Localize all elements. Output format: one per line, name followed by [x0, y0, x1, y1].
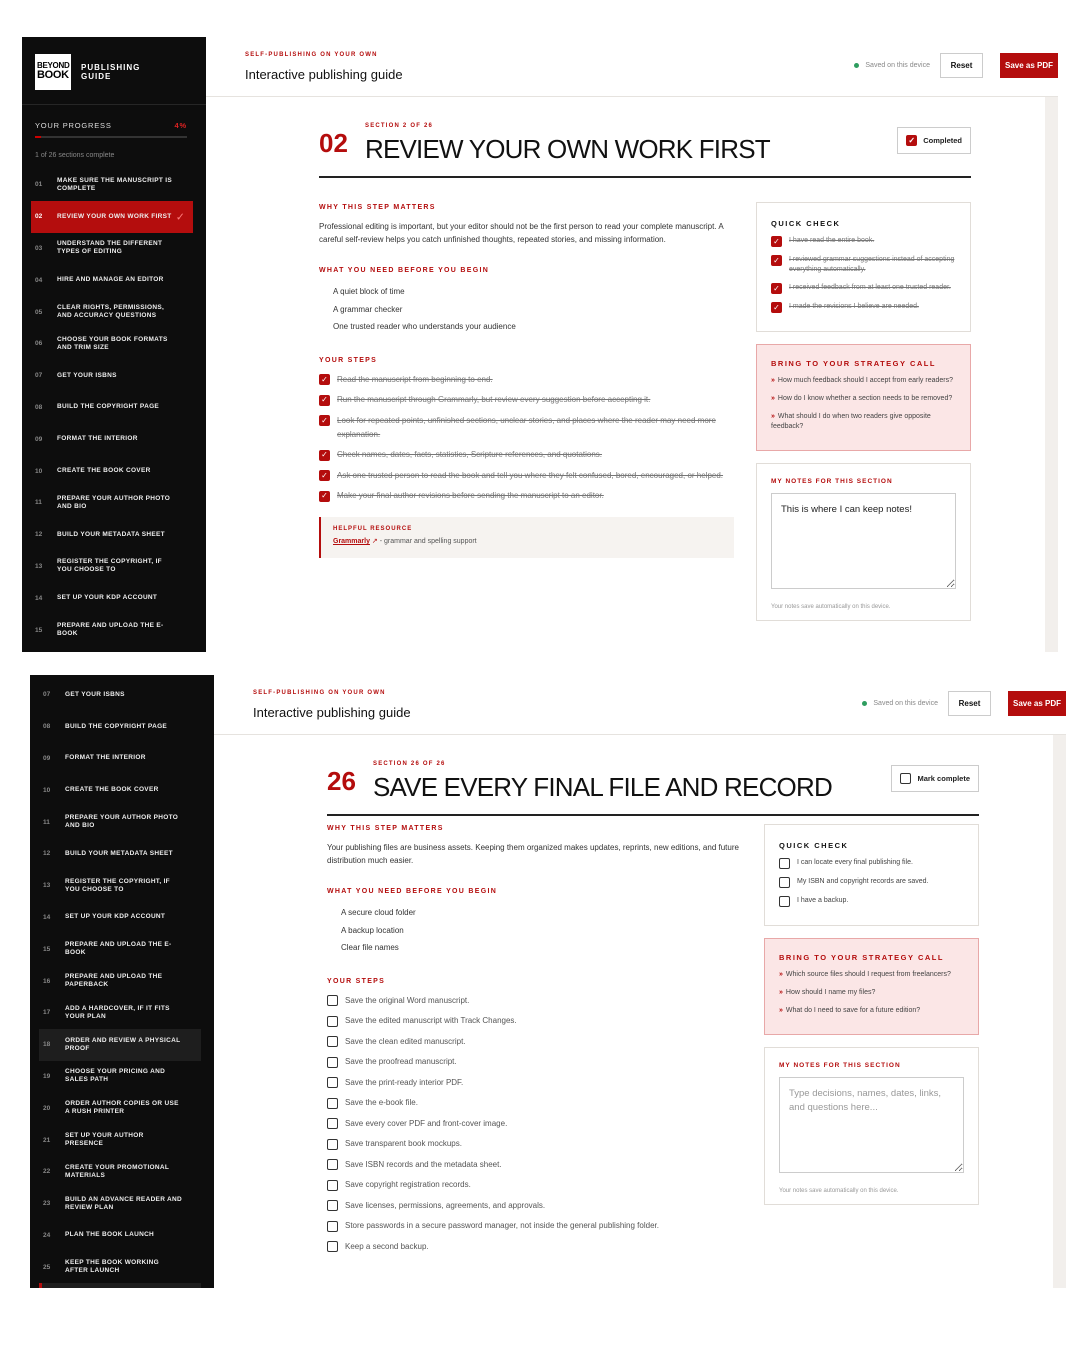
question-text: What should I do when two readers give opposite feedback? [771, 413, 931, 430]
nav-label: REGISTER THE COPYRIGHT, IF YOU CHOOSE TO [65, 877, 170, 893]
nav-number: 02 [35, 213, 43, 221]
sidebar-item-01[interactable] [31, 169, 193, 201]
quick-check-text: My ISBN and copyright records are saved. [797, 878, 929, 885]
question-text: How should I name my files? [785, 989, 876, 996]
sidebar-item-16[interactable] [31, 646, 193, 652]
nav-number: 04 [35, 276, 43, 284]
bullet-icon: » [771, 413, 775, 420]
resource-heading: HELPFUL RESOURCE [333, 526, 413, 532]
nav-label: CHOOSE YOUR BOOK FORMATS AND TRIM SIZE [57, 335, 168, 351]
why-text: Professional editing is important, but your editor should not be the first person to read your complete manuscript. A careful self-review helps you catch unfinished thoughts, repeated stories, and missing information. [319, 222, 724, 244]
step-item[interactable] [327, 1076, 742, 1090]
step-item[interactable] [319, 373, 734, 387]
step-text: Save ISBN records and the metadata sheet. [345, 1159, 502, 1169]
external-link-icon: ↗ [371, 538, 378, 545]
sidebar-item-10[interactable] [31, 455, 193, 487]
nav-label: PREPARE AND UPLOAD THE E-BOOK [57, 622, 164, 638]
progress-summary: 1 of 26 sections complete [35, 152, 115, 159]
progress-label: YOUR PROGRESS [35, 121, 112, 130]
brand[interactable] [22, 37, 206, 105]
strategy-call-list [779, 970, 964, 1016]
nav-number: 13 [35, 562, 43, 570]
step-item[interactable] [319, 414, 734, 442]
reset-button[interactable]: Reset [940, 53, 983, 78]
nav-label: BUILD AN ADVANCE READER AND REVIEW PLAN [65, 1195, 183, 1211]
nav-number: 01 [35, 181, 43, 189]
section-counter: SECTION 2 OF 26 [365, 123, 434, 129]
checkbox-checked-icon[interactable]: ✓ [319, 374, 330, 385]
checkbox-empty-icon [900, 773, 911, 784]
step-text: Check names, dates, facts, statistics, Scripture references, and quotations. [337, 450, 603, 459]
nav-number: 14 [43, 913, 51, 921]
nav-label: CREATE THE BOOK COVER [57, 467, 151, 475]
sidebar-item-11[interactable] [39, 806, 201, 838]
quick-check-text: I have read the entire book. [789, 237, 875, 244]
need-item: A backup location [341, 925, 404, 935]
progress-bar [35, 136, 187, 138]
nav-number: 18 [43, 1041, 51, 1049]
checkbox-empty-icon[interactable] [327, 1118, 338, 1129]
quick-check-item[interactable] [771, 302, 956, 313]
section-number: 02 [319, 128, 348, 158]
step-item[interactable] [327, 1178, 742, 1192]
step-item[interactable] [319, 489, 734, 503]
notes-footnote: Your notes save automatically on this device. [779, 1188, 899, 1194]
nav-number: 20 [43, 1104, 51, 1112]
strategy-question [779, 1006, 964, 1016]
checkbox-empty-icon[interactable] [327, 1221, 338, 1232]
section-content [206, 97, 1045, 652]
strategy-question [771, 394, 956, 404]
nav-label: PREPARE YOUR AUTHOR PHOTO AND BIO [57, 494, 171, 510]
nav-number: 07 [35, 372, 43, 380]
nav-number: 09 [43, 754, 51, 762]
topbar [206, 37, 1058, 97]
checkbox-checked-icon[interactable]: ✓ [319, 491, 330, 502]
quick-check-item[interactable] [779, 896, 964, 907]
quick-check-text: I reviewed grammar suggestions instead of accepting everything automatically. [789, 256, 955, 273]
step-text: Make your final author revisions before sending the manuscript to an editor. [337, 491, 604, 500]
topbar [214, 675, 1066, 735]
checkbox-checked-icon[interactable]: ✓ [771, 302, 782, 313]
bullet-icon: » [779, 1007, 783, 1014]
sidebar-item-07[interactable] [39, 679, 201, 711]
saved-dot-icon [862, 701, 867, 706]
nav-number: 12 [35, 531, 43, 539]
nav-label: HIRE AND MANAGE AN EDITOR [57, 276, 164, 284]
quick-check-list [771, 236, 956, 313]
step-text: Run the manuscript through Grammarly, but review every suggestion before accepting it. [337, 395, 651, 404]
sidebar [30, 675, 214, 1288]
checkbox-empty-icon[interactable] [327, 1036, 338, 1047]
sidebar-item-05[interactable] [31, 296, 193, 328]
nav-label: SET UP YOUR AUTHOR PRESENCE [65, 1132, 144, 1148]
nav-label: CREATE THE BOOK COVER [65, 786, 159, 794]
bullet-icon: » [771, 377, 775, 384]
resource-description: - grammar and spelling support [379, 538, 477, 545]
strategy-call-heading: BRING TO YOUR STRATEGY CALL [771, 359, 936, 368]
nav-number: 06 [35, 340, 43, 348]
sidebar-item-20[interactable] [39, 1092, 201, 1124]
checkbox-empty-icon[interactable] [327, 1241, 338, 1252]
reset-button[interactable]: Reset [948, 691, 991, 716]
section-nav [30, 679, 214, 1288]
nav-label: REVIEW YOUR OWN WORK FIRST [57, 212, 172, 220]
check-icon: ✓ [175, 211, 185, 224]
section-body [327, 825, 742, 1260]
brand-logo: BEYOND BOOK [35, 54, 71, 90]
nav-number: 08 [43, 723, 51, 731]
saved-dot-icon [854, 63, 859, 68]
notes-textarea[interactable] [771, 493, 956, 589]
nav-label: KEEP THE BOOK WORKING AFTER LAUNCH [65, 1259, 159, 1275]
checkbox-empty-icon[interactable] [779, 896, 790, 907]
nav-number: 25 [43, 1263, 51, 1271]
need-item: A grammar checker [333, 304, 403, 314]
needs-heading: WHAT YOU NEED BEFORE YOU BEGIN [319, 267, 490, 274]
nav-label: ADD A HARDCOVER, IF IT FITS YOUR PLAN [65, 1004, 170, 1020]
step-item[interactable] [327, 1035, 742, 1049]
quick-check-item[interactable] [771, 236, 956, 247]
needs-list [319, 283, 734, 336]
section-header [319, 123, 971, 178]
step-item[interactable] [327, 1117, 742, 1131]
strategy-call-list [771, 376, 956, 432]
needs-list [327, 904, 742, 957]
quick-check-heading: QUICK CHECK [771, 219, 841, 228]
nav-number: 16 [43, 977, 51, 985]
nav-number: 10 [35, 467, 43, 475]
step-item[interactable] [327, 1137, 742, 1151]
nav-number: 07 [43, 691, 51, 699]
save-pdf-button[interactable]: Save as PDF [1000, 53, 1058, 78]
section-body [319, 204, 734, 558]
nav-label: BUILD THE COPYRIGHT PAGE [65, 722, 168, 730]
progress-fill [35, 136, 41, 138]
bullet-icon: » [779, 989, 783, 996]
nav-number: 11 [43, 818, 50, 826]
app-title: Interactive publishing guide [253, 705, 411, 720]
app-kicker: SELF-PUBLISHING ON YOUR OWN [245, 52, 378, 58]
sidebar-item-19[interactable] [39, 1061, 201, 1093]
app-kicker: SELF-PUBLISHING ON YOUR OWN [253, 690, 386, 696]
quick-check-item[interactable] [771, 255, 956, 275]
question-text: Which source files should I request from freelancers? [785, 971, 951, 978]
strategy-call-heading: BRING TO YOUR STRATEGY CALL [779, 953, 944, 962]
section-sidebar [764, 824, 979, 1217]
step-text: Save licenses, permissions, agreements, and approvals. [345, 1200, 546, 1210]
nav-label: PLAN THE BOOK LAUNCH [65, 1231, 155, 1239]
checkbox-empty-icon[interactable] [327, 1139, 338, 1150]
checkbox-empty-icon[interactable] [327, 1057, 338, 1068]
checkbox-checked-icon[interactable]: ✓ [319, 395, 330, 406]
need-item: A secure cloud folder [341, 908, 416, 917]
nav-label: PREPARE AND UPLOAD THE PAPERBACK [65, 973, 163, 989]
section-header [327, 761, 979, 816]
step-item[interactable] [327, 994, 742, 1008]
sidebar-item-17[interactable] [39, 997, 201, 1029]
step-item[interactable] [327, 1014, 742, 1028]
step-text: Look for repeated points, unfinished sections, unclear stories, and places where the reader may need more explanation. [337, 415, 716, 439]
need-item: One trusted reader who understands your audience [333, 322, 516, 331]
step-item[interactable] [327, 1240, 742, 1254]
quick-check-list [779, 858, 964, 907]
quick-check-item[interactable] [779, 877, 964, 888]
nav-label: BUILD YOUR METADATA SHEET [57, 530, 165, 538]
sidebar-item-08[interactable] [39, 711, 201, 743]
sidebar-item-21[interactable] [39, 1124, 201, 1156]
notes-footnote: Your notes save automatically on this device. [771, 604, 891, 610]
step-text: Save the print-ready interior PDF. [345, 1077, 464, 1087]
steps-heading: YOUR STEPS [319, 356, 378, 364]
nav-label: REGISTER THE COPYRIGHT, IF YOU CHOOSE TO [57, 558, 162, 574]
sidebar-item-04[interactable] [31, 264, 193, 296]
section-sidebar [756, 202, 971, 633]
sidebar-item-23[interactable] [39, 1188, 201, 1220]
checkbox-empty-icon[interactable] [327, 1077, 338, 1088]
sidebar-item-16[interactable] [39, 965, 201, 997]
brand-name: PUBLISHING GUIDE [81, 62, 141, 81]
checkbox-empty-icon[interactable] [327, 1200, 338, 1211]
nav-number: 23 [43, 1200, 51, 1208]
sidebar-item-08[interactable] [31, 392, 193, 424]
save-pdf-button[interactable]: Save as PDF [1008, 691, 1066, 716]
sidebar-item-18[interactable] [39, 1029, 201, 1061]
sidebar-item-02[interactable] [31, 201, 193, 233]
question-text: How do I know whether a section needs to be removed? [777, 395, 953, 402]
sidebar-item-12[interactable] [31, 519, 193, 551]
progress-header [22, 105, 206, 130]
nav-label: BUILD THE COPYRIGHT PAGE [57, 403, 160, 411]
nav-number: 12 [43, 850, 51, 858]
checkbox-empty-icon[interactable] [327, 1098, 338, 1109]
step-text: Store passwords in a secure password manager, not inside the general publishing folder. [345, 1221, 659, 1230]
strategy-question [779, 970, 964, 980]
completed-toggle[interactable]: ✓ Completed [897, 127, 971, 154]
section-content [214, 735, 1053, 1288]
why-heading: WHY THIS STEP MATTERS [327, 825, 444, 832]
sidebar-item-11[interactable] [31, 487, 193, 519]
strategy-call-card [764, 938, 979, 1035]
checkbox-checked-icon[interactable]: ✓ [319, 450, 330, 461]
notes-heading: MY NOTES FOR THIS SECTION [771, 478, 893, 485]
quick-check-item[interactable] [779, 858, 964, 869]
step-item[interactable] [327, 1219, 742, 1233]
grammarly-link[interactable]: Grammarly [333, 538, 370, 545]
section-title: REVIEW YOUR OWN WORK FIRST [365, 134, 770, 164]
sidebar-item-03[interactable] [31, 233, 193, 265]
step-item[interactable] [319, 448, 734, 462]
bullet-icon: » [771, 395, 775, 402]
need-item: A quiet block of time [333, 287, 405, 296]
nav-label: ORDER AND REVIEW A PHYSICAL PROOF [65, 1036, 181, 1052]
nav-number: 11 [35, 499, 42, 507]
sidebar-item-24[interactable] [39, 1220, 201, 1252]
sidebar-item-15[interactable] [31, 614, 193, 646]
nav-label: CLEAR RIGHTS, PERMISSIONS, AND ACCURACY QUESTIONS [57, 304, 165, 320]
sidebar-item-06[interactable] [31, 328, 193, 360]
nav-number: 05 [35, 308, 43, 316]
checkbox-empty-icon[interactable] [327, 1159, 338, 1170]
nav-label: PREPARE AND UPLOAD THE E-BOOK [65, 941, 172, 957]
quick-check-text: I have a backup. [797, 897, 849, 904]
sidebar-item-13[interactable] [31, 551, 193, 583]
checkbox-checked-icon[interactable]: ✓ [319, 415, 330, 426]
quick-check-card [756, 202, 971, 332]
section-counter: SECTION 26 OF 26 [373, 761, 446, 767]
checkbox-checked-icon: ✓ [906, 135, 917, 146]
nav-number: 03 [35, 244, 43, 252]
quick-check-item[interactable] [771, 283, 956, 294]
sidebar-item-25[interactable] [39, 1251, 201, 1283]
checkbox-checked-icon[interactable]: ✓ [771, 236, 782, 247]
nav-label: BUILD YOUR METADATA SHEET [65, 849, 173, 857]
nav-number: 10 [43, 786, 51, 794]
nav-label: UNDERSTAND THE DIFFERENT TYPES OF EDITING [57, 240, 163, 256]
mark-complete-toggle[interactable]: Mark complete [891, 765, 979, 792]
notes-card [756, 463, 971, 621]
question-text: How much feedback should I accept from early readers? [777, 377, 953, 384]
checkbox-empty-icon[interactable] [327, 1016, 338, 1027]
save-status: Saved on this device [862, 700, 938, 707]
screenshot-section-2 [22, 37, 1058, 652]
section-nav [22, 169, 206, 652]
nav-label: CREATE YOUR PROMOTIONAL MATERIALS [65, 1163, 170, 1179]
nav-label: PREPARE YOUR AUTHOR PHOTO AND BIO [65, 814, 179, 830]
sidebar-item-12[interactable] [39, 838, 201, 870]
nav-number: 08 [35, 403, 43, 411]
step-item[interactable] [319, 393, 734, 407]
sidebar-item-26[interactable] [39, 1283, 201, 1288]
save-status: Saved on this device [854, 62, 930, 69]
sidebar-item-13[interactable] [39, 870, 201, 902]
sidebar-item-10[interactable] [39, 774, 201, 806]
nav-number: 15 [43, 945, 51, 953]
checkbox-empty-icon[interactable] [779, 858, 790, 869]
notes-textarea[interactable] [779, 1077, 964, 1173]
sidebar-item-09[interactable] [31, 423, 193, 455]
notes-heading: MY NOTES FOR THIS SECTION [779, 1062, 901, 1069]
checkbox-empty-icon[interactable] [327, 1180, 338, 1191]
nav-number: 22 [43, 1168, 51, 1176]
notes-card [764, 1047, 979, 1205]
nav-number: 19 [43, 1072, 51, 1080]
nav-label: SET UP YOUR KDP ACCOUNT [65, 913, 166, 921]
nav-number: 21 [43, 1136, 51, 1144]
checkbox-checked-icon[interactable]: ✓ [319, 470, 330, 481]
steps-list [319, 373, 734, 504]
strategy-question [771, 412, 956, 432]
step-item[interactable] [327, 1158, 742, 1172]
nav-label: GET YOUR ISBNS [65, 690, 125, 698]
step-item[interactable] [319, 469, 734, 483]
app-title: Interactive publishing guide [245, 67, 403, 82]
nav-label: ORDER AUTHOR COPIES OR USE A RUSH PRINTER [65, 1100, 179, 1116]
steps-heading: YOUR STEPS [327, 977, 386, 985]
step-text: Save transparent book mockups. [345, 1139, 462, 1148]
step-item[interactable] [327, 1199, 742, 1213]
nav-number: 13 [43, 882, 51, 890]
step-text: Save the proofread manuscript. [345, 1057, 457, 1066]
step-text: Save copyright registration records. [345, 1180, 471, 1189]
quick-check-text: I can locate every final publishing file. [797, 859, 913, 866]
screenshot-section-26 [30, 675, 1066, 1288]
sidebar [22, 37, 206, 652]
nav-number: 15 [35, 626, 43, 634]
quick-check-heading: QUICK CHECK [779, 841, 849, 850]
section-title: SAVE EVERY FINAL FILE AND RECORD [373, 772, 832, 802]
checkbox-checked-icon[interactable]: ✓ [771, 283, 782, 294]
nav-label: FORMAT THE INTERIOR [65, 754, 146, 762]
nav-label: CHOOSE YOUR PRICING AND SALES PATH [65, 1068, 166, 1084]
nav-label: FORMAT THE INTERIOR [57, 435, 138, 443]
checkbox-checked-icon[interactable]: ✓ [771, 255, 782, 266]
step-text: Save the clean edited manuscript. [345, 1036, 466, 1046]
sidebar-item-09[interactable] [39, 743, 201, 775]
strategy-question [779, 988, 964, 998]
steps-list [327, 994, 742, 1254]
nav-number: 09 [35, 435, 43, 443]
nav-number: 14 [35, 594, 43, 602]
strategy-call-card [756, 344, 971, 451]
nav-label: MAKE SURE THE MANUSCRIPT IS COMPLETE [57, 176, 172, 192]
strategy-question [771, 376, 956, 386]
helpful-resource [319, 517, 734, 558]
bullet-icon: » [779, 971, 783, 978]
nav-label: SET UP YOUR KDP ACCOUNT [57, 594, 158, 602]
nav-label: GET YOUR ISBNS [57, 371, 117, 379]
step-item[interactable] [327, 1096, 742, 1110]
checkbox-empty-icon[interactable] [779, 877, 790, 888]
question-text: What do I need to save for a future edition? [785, 1007, 921, 1014]
sidebar-item-07[interactable] [31, 360, 193, 392]
step-text: Ask one trusted person to read the book and tell you where they felt confused, bored, encouraged, or helped. [337, 470, 724, 480]
section-number: 26 [327, 766, 356, 796]
step-text: Save the original Word manuscript. [345, 995, 470, 1005]
nav-number: 24 [43, 1231, 51, 1239]
need-item: Clear file names [341, 943, 399, 952]
step-text: Read the manuscript from beginning to end. [337, 374, 493, 384]
step-text: Save the e-book file. [345, 1098, 418, 1107]
checkbox-empty-icon[interactable] [327, 995, 338, 1006]
quick-check-text: I made the revisions I believe are needed. [789, 303, 919, 310]
step-text: Save the edited manuscript with Track Changes. [345, 1016, 517, 1025]
sidebar-item-14[interactable] [31, 582, 193, 614]
why-text: Your publishing files are business assets. Keeping them organized makes updates, reprints, new editions, and future distribution much easier. [327, 843, 739, 865]
sidebar-item-15[interactable] [39, 933, 201, 965]
step-item[interactable] [327, 1055, 742, 1069]
why-heading: WHY THIS STEP MATTERS [319, 204, 436, 211]
sidebar-item-22[interactable] [39, 1156, 201, 1188]
quick-check-card [764, 824, 979, 926]
needs-heading: WHAT YOU NEED BEFORE YOU BEGIN [327, 888, 498, 895]
step-text: Save every cover PDF and front-cover image. [345, 1118, 508, 1128]
progress-percent: 4% [174, 121, 187, 130]
quick-check-text: I received feedback from at least one trusted reader. [789, 284, 951, 291]
step-text: Keep a second backup. [345, 1241, 429, 1251]
sidebar-item-14[interactable] [39, 902, 201, 934]
nav-number: 17 [43, 1009, 51, 1017]
